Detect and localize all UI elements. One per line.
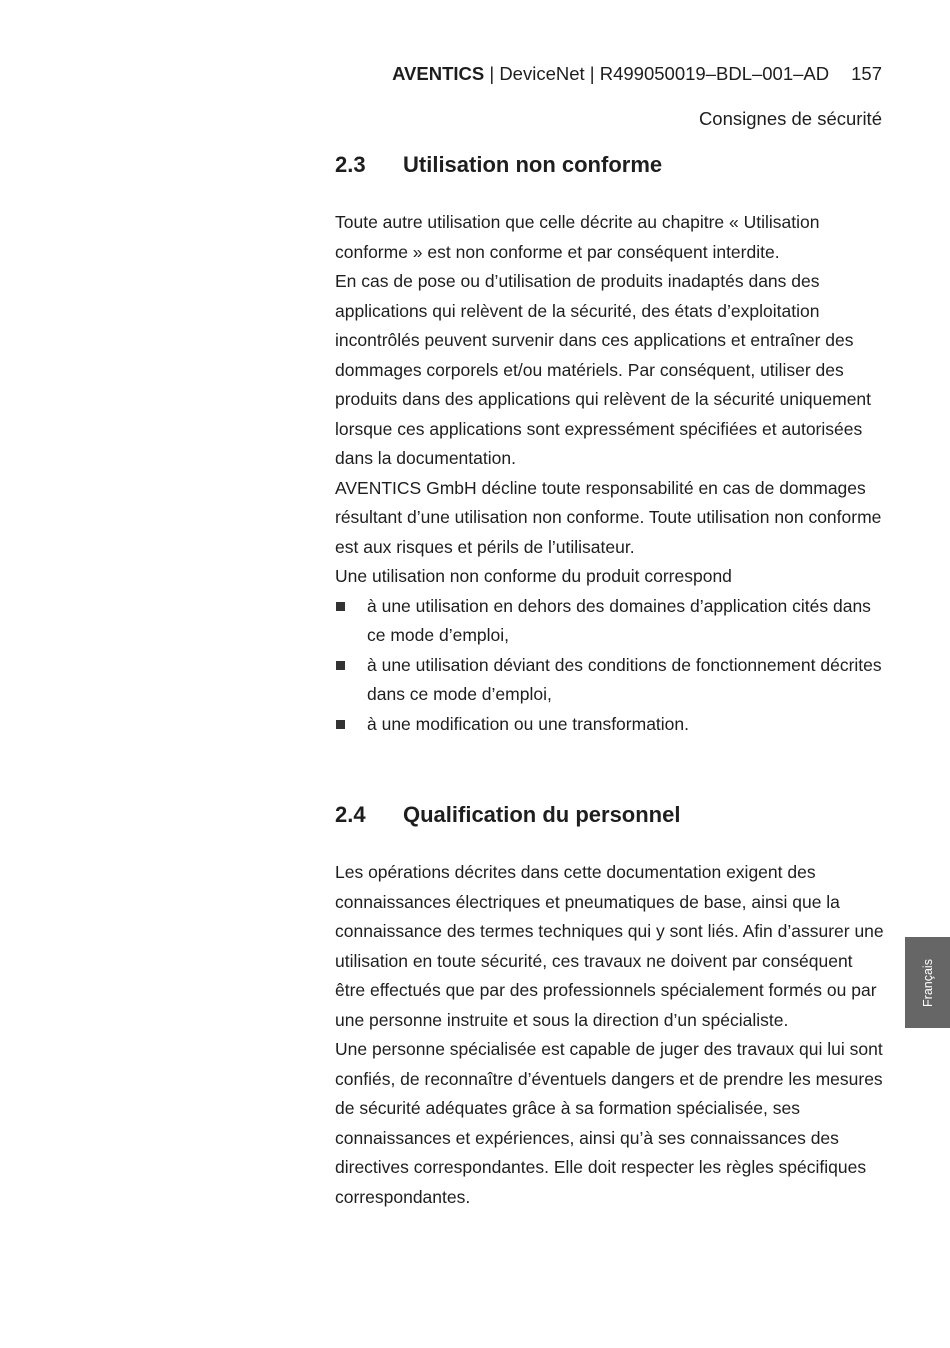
list-item-text: à une utilisation déviant des conditions de fonctionnement décrites dans ce mode d’emploi,: [367, 654, 882, 704]
section-heading-2-3: [335, 151, 662, 179]
paragraph: Une personne spécialisée est capable de juger des travaux qui lui sont confiés, de reconnaître d’éventuels dangers et de prendre les mesures de sécurité adéquates grâce à sa formation spécialisée, ses connaissances et expériences, ainsi qu’à ses connaissances des directives correspondantes. Elle doit respecter les règles spécifiques correspondantes.: [335, 1039, 883, 1207]
brand-name: AVENTICS: [392, 63, 485, 84]
section-2-4-body: [335, 858, 887, 1212]
paragraph: Toute autre utilisation que celle décrite au chapitre « Utilisation conforme » est non conforme et par conséquent interdite.: [335, 212, 820, 262]
square-bullet-icon: [336, 602, 345, 611]
list-item-text: à une utilisation en dehors des domaines d’application cités dans ce mode d’emploi,: [367, 595, 871, 645]
list-item: [335, 651, 887, 710]
language-tab: [905, 937, 950, 1028]
list-item: [335, 592, 887, 651]
language-tab-label: Français: [920, 958, 935, 1007]
square-bullet-icon: [336, 661, 345, 670]
bullet-list: [335, 592, 887, 740]
paragraph: AVENTICS GmbH décline toute responsabilité en cas de dommages résultant d’une utilisation non conforme. Toute utilisation non conforme est aux risques et périls de l’utilisateur.: [335, 477, 882, 557]
square-bullet-icon: [336, 720, 345, 729]
paragraph: Les opérations décrites dans cette documentation exigent des connaissances électriques et pneumatiques de base, ainsi que la connaissance des termes techniques qui y sont liés. Afin d’assurer une utilisation en toute sécurité, ces travaux ne doivent par conséquent être effectués que par des professionnels spécialement formés ou par une personne instruite et sous la direction d’un spécialiste.: [335, 862, 884, 1030]
section-title: Qualification du personnel: [403, 802, 681, 827]
paragraph: En cas de pose ou d’utilisation de produits inadaptés dans des applications qui relèvent de la sécurité, des états d’exploitation incontrôlés peuvent survenir dans ces applications et entraîner des dommages corporels et/ou matériels. Par conséquent, utiliser des produits dans des applications qui relèvent de la sécurité uniquement lorsque ces applications sont expressément spécifiées et autorisées dans la documentation.: [335, 271, 872, 468]
section-heading-2-4: [335, 801, 680, 829]
section-2-3-body: [335, 208, 887, 739]
chapter-title: Consignes de sécurité: [698, 108, 882, 129]
list-item-text: à une modification ou une transformation.: [367, 713, 689, 734]
section-number: 2.4: [335, 802, 366, 827]
running-header: [392, 62, 882, 86]
paragraph: Une utilisation non conforme du produit correspond: [335, 566, 732, 586]
document-info: | DeviceNet | R499050019–BDL–001–AD: [484, 63, 830, 84]
list-item: [335, 710, 887, 740]
section-title: Utilisation non conforme: [403, 152, 663, 177]
page-number: 157: [851, 63, 882, 84]
section-number: 2.3: [335, 152, 366, 177]
